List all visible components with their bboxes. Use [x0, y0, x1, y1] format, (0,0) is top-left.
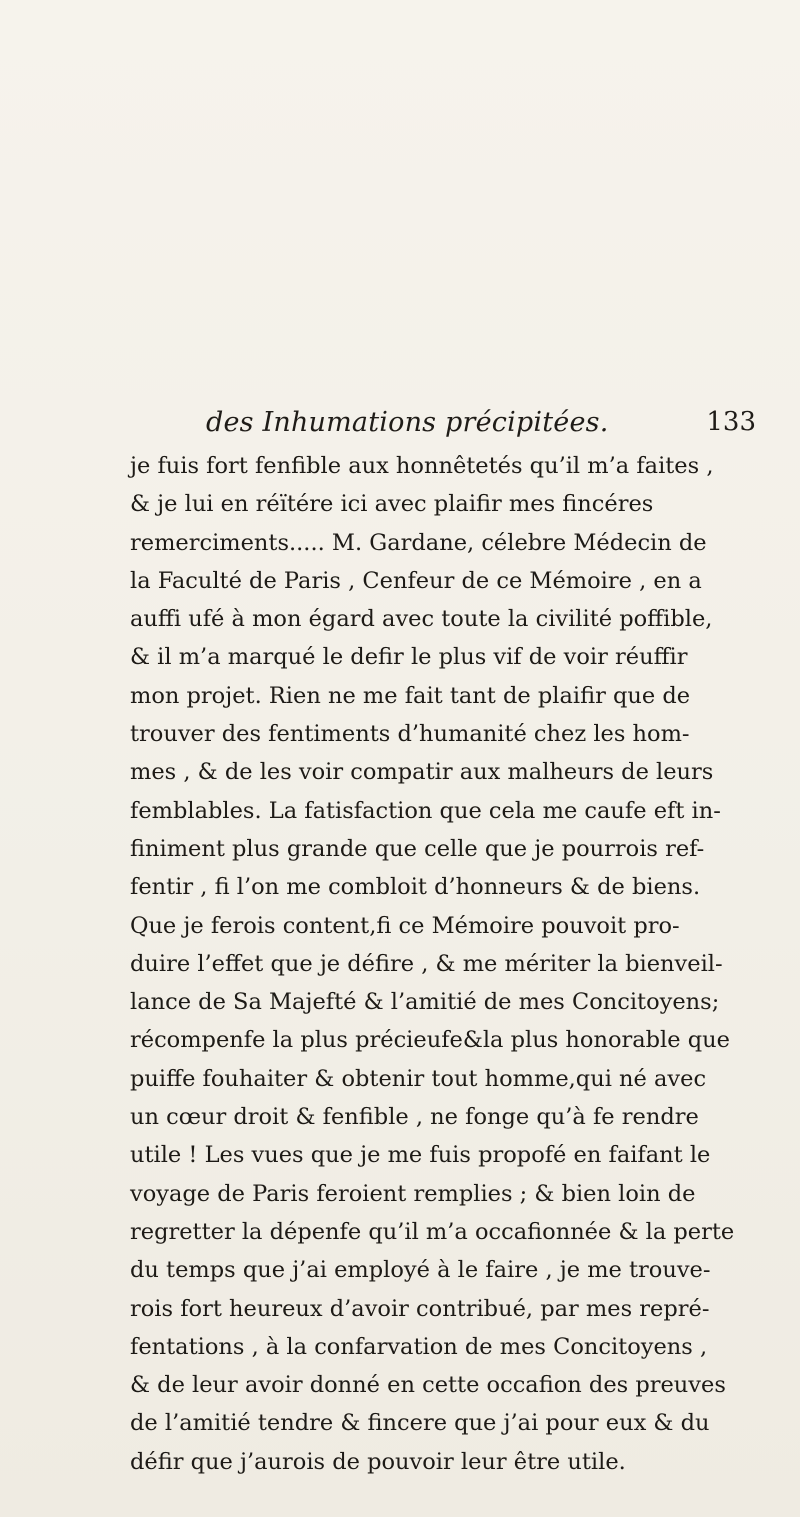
text-line: mes , & de les voir compatir aux malheurs de leurs: [130, 759, 714, 786]
page-number: 133: [706, 407, 756, 437]
text-line: du temps que j’ai employé à le faire , je me trouve-: [130, 1257, 711, 1284]
text-line: utile ! Les vues que je me fuis propofé en faifant le: [130, 1142, 711, 1169]
text-line: auffi ufé à mon égard avec toute la civilité poffible,: [130, 606, 713, 633]
text-line: femblables. La fatisfaction que cela me caufe eft in-: [130, 797, 721, 824]
text-line: & de leur avoir donné en cette occafion des preuves: [130, 1372, 726, 1399]
page-header: [206, 407, 766, 447]
text-line: la Faculté de Paris , Cenfeur de ce Mémoire , en a: [130, 567, 702, 594]
text-line: remerciments..... M. Gardane, célebre Médecin de: [130, 529, 707, 556]
text-line: je fuis fort fenfible aux honnêtetés qu’il m’a faites ,: [130, 453, 714, 479]
text-line: finiment plus grande que celle que je pourrois ref-: [130, 835, 705, 862]
text-line: trouver des fentiments d’humanité chez les hom-: [130, 721, 690, 748]
text-line: & je lui en réïtére ici avec plaifir mes fincéres: [130, 491, 654, 518]
text-line: fentir , fi l’on me combloit d’honneurs & de biens.: [130, 874, 701, 901]
text-line: duire l’effet que je défire , & me mériter la bienveil-: [130, 950, 723, 977]
text-line: rois fort heureux d’avoir contribué, par mes repré-: [130, 1295, 710, 1322]
text-line: voyage de Paris feroient remplies ; & bien loin de: [130, 1180, 696, 1207]
text-line: Que je ferois content,fi ce Mémoire pouvoit pro-: [130, 912, 680, 939]
text-line: récompenfe la plus précieufe&la plus honorable que: [130, 1027, 730, 1054]
running-title: des Inhumations précipitées.: [206, 407, 609, 438]
text-line: un cœur droit & fenfible , ne fonge qu’à fe rendre: [130, 1104, 699, 1131]
text-line: regretter la dépenfe qu’il m’a occafionnée & la perte: [130, 1218, 735, 1245]
body-text: [130, 447, 770, 1481]
text-line: lance de Sa Majefté & l’amitié de mes Concitoyens;: [130, 989, 720, 1016]
text-line: défir que j’aurois de pouvoir leur être utile.: [130, 1448, 626, 1475]
text-line: fentations , à la confarvation de mes Concitoyens ,: [130, 1333, 708, 1360]
text-line: puiffe fouhaiter & obtenir tout homme,qui né avec: [130, 1065, 707, 1092]
text-line: mon projet. Rien ne me fait tant de plaifir que de: [130, 682, 691, 709]
text-line: & il m’a marqué le defir le plus vif de voir réuffir: [130, 644, 688, 671]
text-line: de l’amitié tendre & fincere que j’ai pour eux & du: [130, 1410, 710, 1437]
